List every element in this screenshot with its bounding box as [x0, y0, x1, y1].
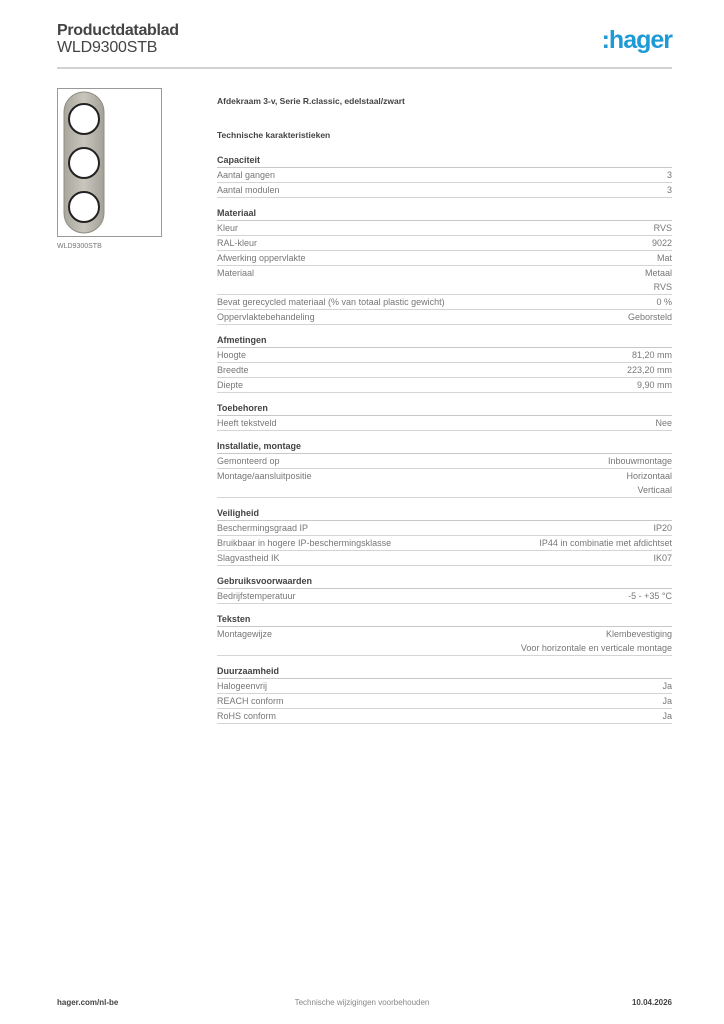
spec-value: [608, 454, 672, 468]
spec-row: [217, 469, 672, 498]
spec-value: [653, 551, 672, 565]
spec-label: Bedrijfstemperatuur: [217, 591, 296, 601]
spec-value-line: Verticaal: [637, 485, 672, 495]
spec-label: Aantal gangen: [217, 170, 276, 180]
spec-value-line: RVS: [653, 223, 672, 233]
product-code: WLD9300STB: [57, 39, 158, 56]
spec-row: [217, 679, 672, 694]
spec-value-line: 0 %: [656, 297, 672, 307]
spec-value: [662, 694, 672, 708]
spec-value: [627, 363, 672, 377]
spec-label: RoHS conform: [217, 711, 277, 721]
spec-row: [217, 627, 672, 656]
spec-row: [217, 378, 672, 393]
spec-section: [217, 665, 672, 724]
spec-value: [653, 521, 672, 535]
spec-row: [217, 251, 672, 266]
spec-label: Aantal modulen: [217, 185, 280, 195]
spec-value-line: Nee: [655, 418, 672, 428]
spec-value: [656, 295, 672, 309]
cover-frame-icon: [58, 89, 161, 236]
spec-value: [632, 348, 672, 362]
spec-row: [217, 295, 672, 310]
spec-row: [217, 709, 672, 724]
spec-value-line: -5 - +35 °C: [628, 591, 672, 601]
spec-label: Materiaal: [217, 268, 255, 278]
spec-value-line: 9,90 mm: [636, 380, 672, 390]
spec-label: Halogeenvrij: [217, 681, 268, 691]
spec-value: [521, 627, 672, 655]
spec-row: [217, 454, 672, 469]
spec-row: [217, 348, 672, 363]
section-heading: Gebruiksvoorwaarden: [217, 575, 672, 589]
spec-value-line: Ja: [662, 681, 672, 691]
spec-value: [667, 168, 672, 182]
spec-label: Gemonteerd op: [217, 456, 280, 466]
spec-label: Bruikbaar in hogere IP-beschermingsklasse: [217, 538, 392, 548]
spec-value-line: 9022: [651, 238, 672, 248]
spec-value: [657, 251, 672, 265]
spec-label: Kleur: [217, 223, 239, 233]
spec-value: [645, 266, 672, 294]
spec-section: [217, 613, 672, 656]
spec-row: [217, 310, 672, 325]
spec-value-line: Voor horizontale en verticale montage: [520, 643, 672, 653]
spec-value-line: Ja: [662, 696, 672, 706]
spec-value-line: Klembevestiging: [605, 629, 672, 639]
spec-value: [652, 236, 672, 250]
spec-value-line: 3: [666, 185, 672, 195]
spec-label: Oppervlaktebehandeling: [217, 312, 315, 322]
spec-value: [637, 378, 672, 392]
spec-value: [662, 679, 672, 693]
spec-value-line: Ja: [662, 711, 672, 721]
footer-website[interactable]: hager.com/nl-be: [57, 998, 119, 1007]
spec-row: [217, 183, 672, 198]
spec-label: Diepte: [217, 380, 244, 390]
section-heading: Afmetingen: [217, 334, 672, 348]
section-heading: Materiaal: [217, 207, 672, 221]
spec-label: Slagvastheid IK: [217, 553, 280, 563]
spec-value-line: Horizontaal: [626, 471, 672, 481]
spec-row: [217, 236, 672, 251]
spec-value-line: 3: [666, 170, 672, 180]
spec-section: [217, 440, 672, 498]
spec-value-line: Inbouwmontage: [607, 456, 672, 466]
spec-row: [217, 221, 672, 236]
spec-section: [217, 507, 672, 566]
spec-row: [217, 589, 672, 604]
spec-value: [626, 469, 672, 497]
spec-value-line: 81,20 mm: [631, 350, 672, 360]
spec-label: Hoogte: [217, 350, 247, 360]
spec-sections: [217, 154, 672, 724]
spec-row: [217, 694, 672, 709]
spec-label: Bevat gerecycled materiaal (% van totaal plastic gewicht): [217, 297, 445, 307]
spec-label: Montagewijze: [217, 629, 273, 639]
spec-section: [217, 334, 672, 393]
spec-section: [217, 154, 672, 198]
footer-disclaimer: Technische wijzigingen voorbehouden: [294, 998, 430, 1007]
page-title: Productdatablad: [57, 22, 179, 39]
spec-value: [628, 310, 672, 324]
header-divider: [57, 67, 672, 69]
spec-row: [217, 416, 672, 431]
spec-label: Beschermingsgraad IP: [217, 523, 309, 533]
spec-section: [217, 207, 672, 325]
spec-row: [217, 551, 672, 566]
spec-label: REACH conform: [217, 696, 284, 706]
spec-label: Heeft tekstveld: [217, 418, 277, 428]
hager-logo: :hager: [601, 26, 672, 54]
tech-heading: Technische karakteristieken: [217, 130, 331, 140]
spec-value-line: 223,20 mm: [626, 365, 672, 375]
spec-value: [655, 416, 672, 430]
spec-row: [217, 168, 672, 183]
section-heading: Capaciteit: [217, 154, 672, 168]
spec-label: Montage/aansluitpositie: [217, 471, 312, 481]
spec-value: [628, 589, 672, 603]
product-description: Afdekraam 3-v, Serie R.classic, edelstaal/zwart: [217, 96, 405, 106]
spec-label: Afwerking oppervlakte: [217, 253, 306, 263]
spec-value: [654, 221, 672, 235]
spec-label: Breedte: [217, 365, 249, 375]
spec-row: [217, 266, 672, 295]
spec-value-line: Geborsteld: [627, 312, 672, 322]
spec-content: [217, 96, 672, 733]
spec-value-line: IP20: [653, 523, 672, 533]
spec-section: [217, 402, 672, 431]
spec-value: [662, 709, 672, 723]
product-image: [57, 88, 162, 237]
section-heading: Veiligheid: [217, 507, 672, 521]
spec-value-line: RVS: [653, 282, 672, 292]
spec-value-line: Metaal: [644, 268, 672, 278]
spec-value-line: IK07: [653, 553, 672, 563]
spec-value: [667, 183, 672, 197]
footer-date: 10.04.2026: [631, 998, 672, 1007]
spec-label: RAL-kleur: [217, 238, 258, 248]
spec-value-line: IP44 in combinatie met afdichtset: [539, 538, 672, 548]
section-heading: Toebehoren: [217, 402, 672, 416]
section-heading: Duurzaamheid: [217, 665, 672, 679]
spec-section: [217, 575, 672, 604]
spec-row: [217, 536, 672, 551]
image-caption: WLD9300STB: [57, 243, 102, 250]
spec-value-line: Mat: [656, 253, 672, 263]
spec-row: [217, 363, 672, 378]
section-heading: Teksten: [217, 613, 672, 627]
spec-value: [539, 536, 672, 550]
spec-row: [217, 521, 672, 536]
section-heading: Installatie, montage: [217, 440, 672, 454]
